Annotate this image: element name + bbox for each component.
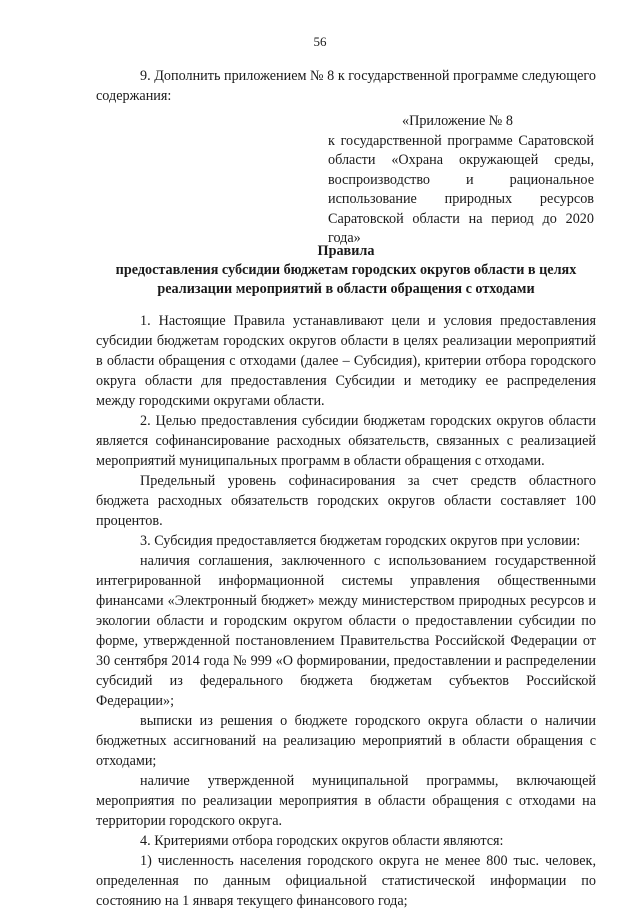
paragraph: 1) численность населения городского округа не менее 800 тыс. человек, определенная по данным официальной статистической информации по состоянию на 1 января текущего финансового года; xyxy=(96,853,596,909)
paragraph: наличия соглашения, заключенного с использованием государственной интегрированной информационной системы управления общественными финансами «Электронный бюджет» между министерством природных ресурсов и экологии области и городским округом области о предоставлении субсидии по форме, утвержденной постановлением Правительства Российской Федерации от 30 сентября 2014 года № 999 «О формировании, предоставлении и распределении субсидий из федерального бюджета бюджетам субъектов Российской Федерации»; xyxy=(96,553,596,709)
paragraph: 1. Настоящие Правила устанавливают цели и условия предоставления субсидии бюджетам городских округов области в целях реализации мероприятий в области обращения с отходами (далее – Субсидия), критерии отбора городского округа области для предоставления Субсидии и методику ее распределения между городскими округами области. xyxy=(96,313,596,409)
paragraph: выписки из решения о бюджете городского округа области о наличии бюджетных ассигнований на реализацию мероприятий в области обращения с отходами; xyxy=(96,713,596,769)
page-number: 56 xyxy=(313,34,327,49)
paragraph: Предельный уровень софинасирования за счет средств областного бюджета расходных обязательств городских округов области составляет 100 процентов. xyxy=(96,473,596,529)
paragraph: 4. Критериями отбора городских округов области являются: xyxy=(140,833,504,849)
paragraph: 3. Субсидия предоставляется бюджетам городских округов при условии: xyxy=(140,533,581,549)
intro-paragraph: 9. Дополнить приложением № 8 к государственной программе следующего содержания: xyxy=(96,68,596,104)
rules-body xyxy=(96,311,596,911)
appendix-heading: «Приложение № 8 xyxy=(402,113,513,129)
rules-title-line2: предоставления субсидии бюджетам городских округов области в целях реализации мероприятий в области обращения с отходами xyxy=(115,262,577,297)
rules-title xyxy=(90,242,602,299)
paragraph: наличие утвержденной муниципальной программы, включающей мероприятия по реализации мероприятия в области обращения с отходами на территории городского округа. xyxy=(96,773,596,829)
rules-title-line1: Правила xyxy=(317,243,375,259)
paragraph: 2. Целью предоставления субсидии бюджетам городских округов области является софинансирование расходных обязательств, связанных с реализацией мероприятий муниципальных программ в области обращения с отходами. xyxy=(96,413,596,469)
appendix-header xyxy=(328,112,594,249)
appendix-text: к государственной программе Саратовской области «Охрана окружающей среды, воспроизводство и рациональное использование природных ресурсов Саратовской области на период до 2020 года» xyxy=(328,132,594,246)
